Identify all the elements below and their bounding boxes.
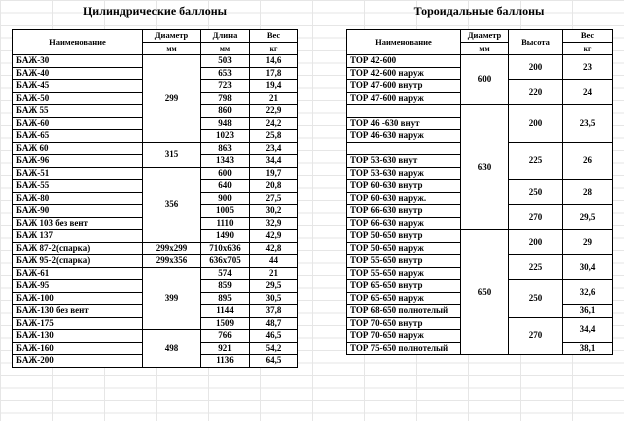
cell-weight: 20,8 bbox=[250, 180, 298, 193]
cell-name: ТОР 70-650 наруж bbox=[347, 330, 461, 343]
table-row bbox=[347, 55, 613, 68]
cell-length: 859 bbox=[201, 280, 250, 293]
cell-name: БАЖ-50 bbox=[13, 92, 143, 105]
cell-length: 1144 bbox=[201, 305, 250, 318]
cell-name: БАЖ-160 bbox=[13, 342, 143, 355]
cell-name: БАЖ-130 bbox=[13, 330, 143, 343]
cell-weight: 23,5 bbox=[563, 105, 613, 143]
cell-length: 1136 bbox=[201, 355, 250, 368]
cell-name: ТОР 50-650 наруж bbox=[347, 242, 461, 255]
cell-name: БАЖ-55 bbox=[13, 180, 143, 193]
cell-weight: 28 bbox=[563, 180, 613, 205]
cylinders-table bbox=[12, 29, 298, 368]
cell-length: 1343 bbox=[201, 155, 250, 168]
cell-height: 220 bbox=[509, 80, 563, 105]
cell-weight: 17,8 bbox=[250, 67, 298, 80]
cell-weight: 23,4 bbox=[250, 142, 298, 155]
unit-diameter: мм bbox=[461, 42, 509, 55]
cell-name: ТОР 53-630 наруж bbox=[347, 167, 461, 180]
cell-name: БАЖ-100 bbox=[13, 292, 143, 305]
cell-name bbox=[347, 142, 461, 155]
cell-name: ТОР 68-650 полнотелый bbox=[347, 305, 461, 318]
cell-name: ТОР 47-600 внутр bbox=[347, 80, 461, 93]
cell-name: БАЖ 103 без вент bbox=[13, 217, 143, 230]
cell-length: 948 bbox=[201, 117, 250, 130]
cell-length: 574 bbox=[201, 267, 250, 280]
cell-diameter-group: 315 bbox=[143, 142, 201, 167]
cell-name: ТОР 46 -630 внут bbox=[347, 117, 461, 130]
cell-name: ТОР 60-630 внутр bbox=[347, 180, 461, 193]
cell-length: 798 bbox=[201, 92, 250, 105]
cell-length: 860 bbox=[201, 105, 250, 118]
cell-length: 1110 bbox=[201, 217, 250, 230]
cell-diameter-group: 498 bbox=[143, 330, 201, 368]
cell-weight: 29,5 bbox=[563, 205, 613, 230]
cell-length: 1490 bbox=[201, 230, 250, 243]
cell-weight: 36,1 bbox=[563, 305, 613, 318]
cell-length: 710х636 bbox=[201, 242, 250, 255]
toroidal-table bbox=[346, 29, 613, 355]
cell-weight: 29 bbox=[563, 230, 613, 255]
cell-name: ТОР 55-650 наруж bbox=[347, 267, 461, 280]
cell-height: 200 bbox=[509, 55, 563, 80]
cell-name: БАЖ-175 bbox=[13, 317, 143, 330]
cell-weight: 22,9 bbox=[250, 105, 298, 118]
cell-weight: 46,5 bbox=[250, 330, 298, 343]
cell-length: 766 bbox=[201, 330, 250, 343]
cell-length: 900 bbox=[201, 192, 250, 205]
unit-weight: кг bbox=[563, 42, 613, 55]
cell-weight: 19,4 bbox=[250, 80, 298, 93]
cell-diameter-group: 356 bbox=[143, 167, 201, 242]
table-row bbox=[347, 230, 613, 243]
cell-weight: 26 bbox=[563, 142, 613, 180]
header-name: Наименование bbox=[13, 30, 143, 55]
cell-diameter-group: 630 bbox=[461, 105, 509, 230]
cell-name: БАЖ-61 bbox=[13, 267, 143, 280]
cell-name: ТОР 66-630 внутр bbox=[347, 205, 461, 218]
unit-length: мм bbox=[201, 42, 250, 55]
cell-length: 1005 bbox=[201, 205, 250, 218]
header-diameter: Диаметр bbox=[461, 30, 509, 43]
cell-weight: 34,4 bbox=[250, 155, 298, 168]
header-diameter: Диаметр bbox=[143, 30, 201, 43]
unit-weight: кг bbox=[250, 42, 298, 55]
cell-weight: 29,5 bbox=[250, 280, 298, 293]
table-row bbox=[13, 255, 298, 268]
cell-name: БАЖ 95-2(спарка) bbox=[13, 255, 143, 268]
cell-weight: 30,4 bbox=[563, 255, 613, 280]
cell-weight: 24,2 bbox=[250, 117, 298, 130]
cell-name: БАЖ 55 bbox=[13, 105, 143, 118]
cell-height: 225 bbox=[509, 255, 563, 280]
cell-name: БАЖ-40 bbox=[13, 67, 143, 80]
cell-diameter: 299х299 bbox=[143, 242, 201, 255]
cell-weight: 24 bbox=[563, 80, 613, 105]
cell-height: 270 bbox=[509, 205, 563, 230]
cell-name bbox=[347, 105, 461, 118]
cell-weight: 32,9 bbox=[250, 217, 298, 230]
header-row bbox=[347, 30, 613, 43]
cell-weight: 42,9 bbox=[250, 230, 298, 243]
cell-name: ТОР 65-650 наруж bbox=[347, 292, 461, 305]
cell-weight: 54,2 bbox=[250, 342, 298, 355]
unit-diameter: мм bbox=[143, 42, 201, 55]
cell-height: 225 bbox=[509, 142, 563, 180]
header-name: Наименование bbox=[347, 30, 461, 55]
cell-name: ТОР 42-600 наруж bbox=[347, 67, 461, 80]
cell-height: 200 bbox=[509, 105, 563, 143]
cell-name: ТОР 42-600 bbox=[347, 55, 461, 68]
table-row bbox=[13, 267, 298, 280]
cell-name: ТОР 75-650 полнотелый bbox=[347, 342, 461, 355]
cell-name: ТОР 46-630 наруж bbox=[347, 130, 461, 143]
header-length: Длина bbox=[201, 30, 250, 43]
cell-name: ТОР 53-630 внут bbox=[347, 155, 461, 168]
cell-length: 921 bbox=[201, 342, 250, 355]
table-row bbox=[347, 105, 613, 118]
cell-height: 270 bbox=[509, 317, 563, 355]
cell-weight: 42,8 bbox=[250, 242, 298, 255]
cell-weight: 30,2 bbox=[250, 205, 298, 218]
cell-length: 600 bbox=[201, 167, 250, 180]
cell-name: ТОР 55-650 внутр bbox=[347, 255, 461, 268]
cylinders-title: Цилиндрические баллоны bbox=[82, 4, 228, 18]
cell-length: 503 bbox=[201, 55, 250, 68]
cell-name: БАЖ-80 bbox=[13, 192, 143, 205]
cell-weight: 44 bbox=[250, 255, 298, 268]
cell-weight: 48,7 bbox=[250, 317, 298, 330]
cell-diameter-group: 650 bbox=[461, 230, 509, 355]
cell-length: 895 bbox=[201, 292, 250, 305]
cell-length: 1023 bbox=[201, 130, 250, 143]
cell-name: БАЖ-95 bbox=[13, 280, 143, 293]
cell-name: БАЖ-130 без вент bbox=[13, 305, 143, 318]
table-row bbox=[13, 167, 298, 180]
cell-height: 200 bbox=[509, 230, 563, 255]
cell-height: 250 bbox=[509, 180, 563, 205]
header-weight: Вес bbox=[250, 30, 298, 43]
cell-length: 723 bbox=[201, 80, 250, 93]
cell-length: 636х705 bbox=[201, 255, 250, 268]
cell-name: ТОР 70-650 внутр bbox=[347, 317, 461, 330]
cell-weight: 14,6 bbox=[250, 55, 298, 68]
table-row bbox=[13, 142, 298, 155]
cell-name: ТОР 47-600 наруж bbox=[347, 92, 461, 105]
cell-length: 1509 bbox=[201, 317, 250, 330]
cell-weight: 19,7 bbox=[250, 167, 298, 180]
cell-weight: 64,5 bbox=[250, 355, 298, 368]
cell-weight: 32,6 bbox=[563, 280, 613, 305]
cell-name: БАЖ-60 bbox=[13, 117, 143, 130]
header-height: Высота bbox=[509, 30, 563, 55]
cell-name: БАЖ 137 bbox=[13, 230, 143, 243]
cell-name: БАЖ-30 bbox=[13, 55, 143, 68]
cell-name: БАЖ-65 bbox=[13, 130, 143, 143]
cell-weight: 23 bbox=[563, 55, 613, 80]
table-row bbox=[13, 330, 298, 343]
cell-length: 653 bbox=[201, 67, 250, 80]
cell-weight: 38,1 bbox=[563, 342, 613, 355]
cell-name: БАЖ-96 bbox=[13, 155, 143, 168]
cell-name: БАЖ 60 bbox=[13, 142, 143, 155]
cell-height: 250 bbox=[509, 280, 563, 318]
cell-diameter-group: 399 bbox=[143, 267, 201, 330]
cell-weight: 21 bbox=[250, 267, 298, 280]
cell-name: ТОР 50-650 внутр bbox=[347, 230, 461, 243]
cell-weight: 34,4 bbox=[563, 317, 613, 342]
cell-diameter: 299х356 bbox=[143, 255, 201, 268]
cell-name: ТОР 65-650 внутр bbox=[347, 280, 461, 293]
cell-name: БАЖ-51 bbox=[13, 167, 143, 180]
cell-name: ТОР 60-630 наруж. bbox=[347, 192, 461, 205]
cell-weight: 37,8 bbox=[250, 305, 298, 318]
header-weight: Вес bbox=[563, 30, 613, 43]
cell-name: БАЖ-90 bbox=[13, 205, 143, 218]
table-row bbox=[13, 55, 298, 68]
cell-weight: 21 bbox=[250, 92, 298, 105]
header-row bbox=[13, 30, 298, 43]
cell-name: БАЖ-45 bbox=[13, 80, 143, 93]
cell-length: 863 bbox=[201, 142, 250, 155]
cell-name: ТОР 66-630 наруж bbox=[347, 217, 461, 230]
cell-diameter-group: 600 bbox=[461, 55, 509, 105]
cell-weight: 30,5 bbox=[250, 292, 298, 305]
toroidal-title: Тороидальные баллоны bbox=[413, 4, 545, 18]
cell-weight: 27,5 bbox=[250, 192, 298, 205]
cell-diameter-group: 299 bbox=[143, 55, 201, 143]
cell-name: БАЖ-200 bbox=[13, 355, 143, 368]
cell-length: 640 bbox=[201, 180, 250, 193]
table-row bbox=[13, 242, 298, 255]
cell-weight: 25,8 bbox=[250, 130, 298, 143]
cell-name: БАЖ 87-2(спарка) bbox=[13, 242, 143, 255]
